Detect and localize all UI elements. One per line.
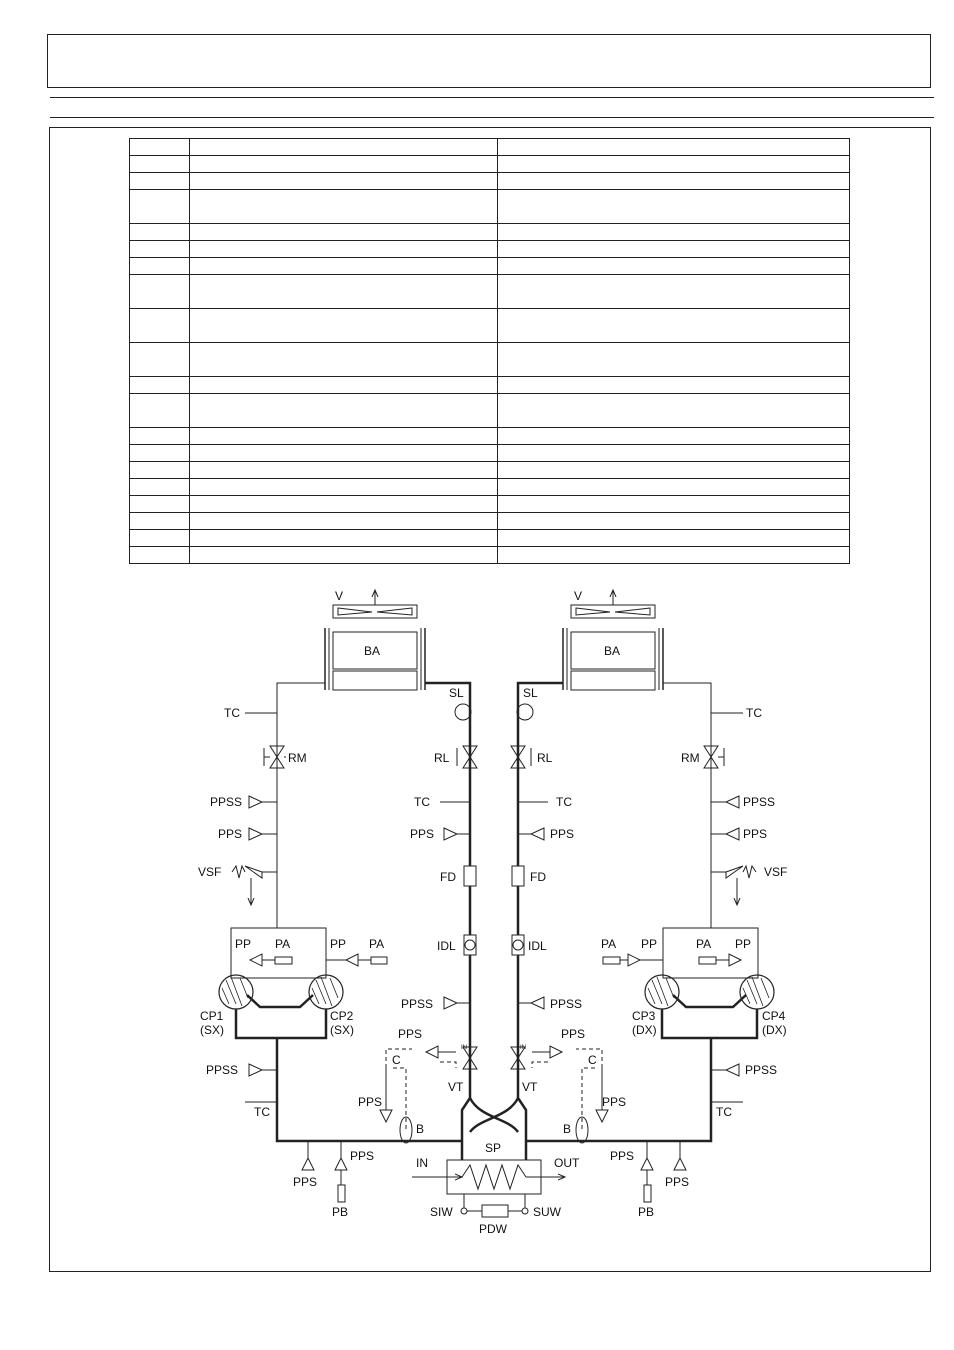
label-pps: PPS bbox=[358, 1095, 383, 1109]
label-cp1: CP1 bbox=[200, 1009, 224, 1023]
label-sx: (SX) bbox=[330, 1023, 354, 1037]
label-pps: PPS bbox=[665, 1175, 690, 1189]
label-out: OUT bbox=[554, 1156, 580, 1170]
condenser-coil bbox=[563, 628, 663, 690]
fan-icon bbox=[333, 590, 417, 618]
label-ba: BA bbox=[364, 644, 381, 658]
label-pps: PPS bbox=[350, 1149, 375, 1163]
label-ppss: PPSS bbox=[743, 795, 776, 809]
label-rl: RL bbox=[537, 751, 553, 765]
vsf-valve bbox=[232, 866, 277, 905]
filter-fd-icon bbox=[512, 866, 524, 886]
label-idl: IDL bbox=[437, 939, 456, 953]
label-pps: PPS bbox=[743, 827, 768, 841]
label-pps: PPS bbox=[410, 827, 435, 841]
label-ppss: PPSS bbox=[550, 997, 583, 1011]
label-pb: PB bbox=[638, 1205, 655, 1219]
label-in: IN bbox=[416, 1156, 428, 1170]
label-c: C bbox=[392, 1053, 401, 1067]
label-fd: FD bbox=[440, 870, 456, 884]
label-ppss: PPSS bbox=[401, 997, 434, 1011]
label-pps: PPS bbox=[398, 1027, 423, 1041]
label-b: B bbox=[416, 1122, 425, 1136]
label-tc: TC bbox=[746, 706, 762, 720]
label-pps: PPS bbox=[293, 1175, 318, 1189]
fan-icon bbox=[571, 590, 655, 618]
label-v: V bbox=[335, 589, 344, 603]
label-in-small: IN bbox=[520, 1045, 526, 1051]
label-tc: TC bbox=[556, 795, 572, 809]
label-rm: RM bbox=[681, 751, 700, 765]
label-pps: PPS bbox=[561, 1027, 586, 1041]
label-tc: TC bbox=[254, 1105, 270, 1119]
pps-sensor-icon bbox=[249, 828, 277, 840]
label-pdw: PDW bbox=[479, 1222, 507, 1236]
label-pa: PA bbox=[369, 937, 385, 951]
label-idl: IDL bbox=[528, 939, 547, 953]
label-vsf: VSF bbox=[764, 865, 788, 879]
label-ppss: PPSS bbox=[745, 1063, 778, 1077]
indicator-idl-icon bbox=[512, 935, 524, 955]
label-vsf: VSF bbox=[198, 865, 222, 879]
label-sl: SL bbox=[449, 686, 464, 700]
vsf-valve bbox=[711, 866, 756, 905]
label-pps: PPS bbox=[218, 827, 243, 841]
sight-glass-sl-icon bbox=[455, 704, 471, 720]
label-tc: TC bbox=[414, 795, 430, 809]
label-pa: PA bbox=[696, 937, 712, 951]
rm-valve bbox=[704, 746, 724, 768]
rm-valve bbox=[264, 746, 286, 768]
label-b: B bbox=[563, 1122, 572, 1136]
label-cp3: CP3 bbox=[632, 1009, 656, 1023]
label-siw: SIW bbox=[430, 1205, 453, 1219]
evaporator-sp bbox=[412, 1098, 565, 1217]
sight-glass-sl-icon bbox=[517, 704, 533, 720]
label-ba: BA bbox=[604, 644, 621, 658]
filter-fd-icon bbox=[464, 866, 476, 886]
label-pp: PP bbox=[641, 937, 658, 951]
right-circuit bbox=[511, 590, 774, 1202]
label-cp4: CP4 bbox=[762, 1009, 786, 1023]
diagram-labels bbox=[198, 589, 787, 1236]
label-tc: TC bbox=[716, 1105, 732, 1119]
label-pb: PB bbox=[332, 1205, 349, 1219]
label-pp: PP bbox=[735, 937, 752, 951]
label-sx: (SX) bbox=[200, 1023, 224, 1037]
label-fd: FD bbox=[530, 870, 546, 884]
ppss-sensor-icon bbox=[249, 796, 277, 808]
label-c: C bbox=[588, 1053, 597, 1067]
indicator-idl-icon bbox=[464, 935, 476, 955]
label-dx: (DX) bbox=[762, 1023, 787, 1037]
label-sl: SL bbox=[523, 686, 538, 700]
label-cp2: CP2 bbox=[330, 1009, 354, 1023]
label-vt: VT bbox=[522, 1080, 538, 1094]
label-ppss: PPSS bbox=[210, 795, 243, 809]
label-pa: PA bbox=[601, 937, 617, 951]
label-ppss: PPSS bbox=[206, 1063, 239, 1077]
label-rm: RM bbox=[288, 751, 307, 765]
label-vt: VT bbox=[448, 1080, 464, 1094]
label-in-small: IN bbox=[461, 1045, 467, 1051]
label-dx: (DX) bbox=[632, 1023, 657, 1037]
label-pp: PP bbox=[235, 937, 252, 951]
label-rl: RL bbox=[434, 751, 450, 765]
label-pps: PPS bbox=[610, 1149, 635, 1163]
label-tc: TC bbox=[224, 706, 240, 720]
label-pps: PPS bbox=[602, 1095, 627, 1109]
condenser-coil bbox=[325, 628, 425, 690]
label-pa: PA bbox=[275, 937, 291, 951]
label-sp: SP bbox=[485, 1141, 502, 1155]
label-pps: PPS bbox=[550, 827, 575, 841]
label-suw: SUW bbox=[533, 1205, 561, 1219]
label-pp: PP bbox=[330, 937, 347, 951]
label-v: V bbox=[574, 589, 583, 603]
